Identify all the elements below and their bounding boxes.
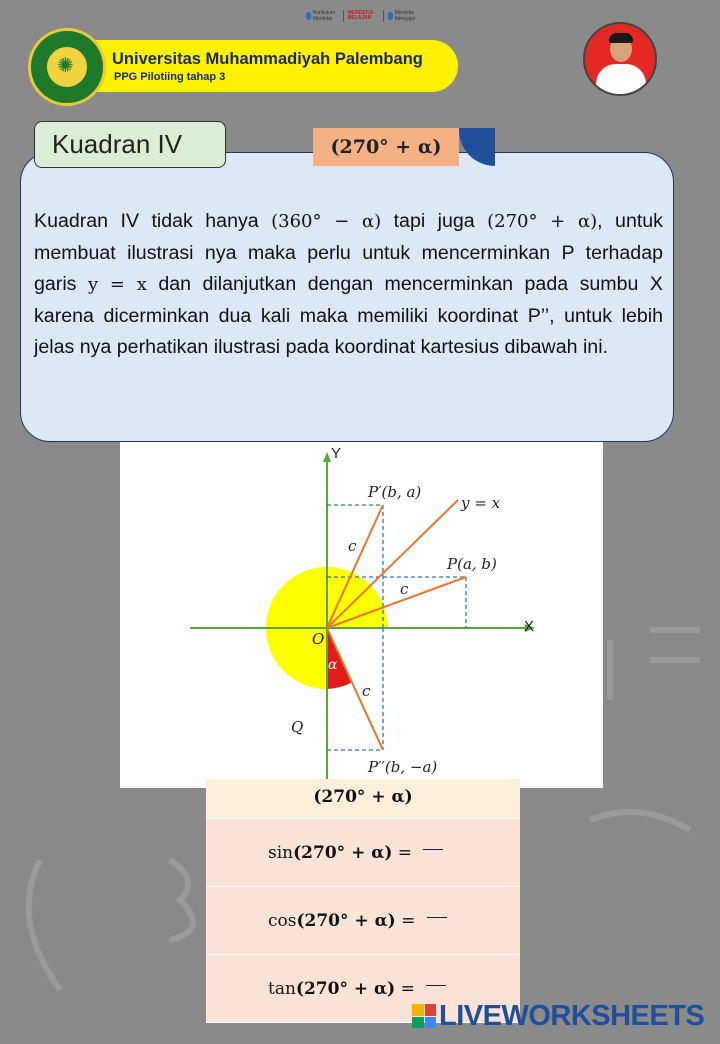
seal-star-icon: ✺ bbox=[57, 55, 74, 77]
math-expression: (270° + α) bbox=[487, 211, 598, 232]
text-part: Kuadran IV tidak hanya bbox=[34, 210, 272, 232]
kurikulum-logo-text: Kurikulum Merdeka bbox=[312, 10, 336, 22]
equals-sign: = bbox=[395, 911, 421, 931]
table-row-cos bbox=[206, 887, 520, 955]
cartesian-diagram bbox=[120, 442, 603, 788]
explanation-text bbox=[34, 206, 663, 364]
merdeka-belajar-logo: MERDEKA BELAJAR bbox=[347, 10, 373, 21]
origin-label: O bbox=[312, 630, 325, 648]
sin-answer-field[interactable] bbox=[423, 849, 443, 850]
function-argument: (270° + α) bbox=[296, 911, 396, 931]
ray-to-p-double-prime bbox=[327, 628, 383, 750]
quadrant-q-label: Q bbox=[291, 718, 304, 736]
cartesian-figure bbox=[120, 442, 603, 788]
kurikulum-merdeka-logo bbox=[306, 10, 339, 22]
point-p-prime-label: P′(b, a) bbox=[368, 483, 422, 501]
function-name: sin bbox=[268, 843, 294, 863]
table-header: (270° + α) bbox=[206, 779, 520, 819]
x-axis-label: X bbox=[524, 618, 535, 635]
answer-table bbox=[206, 779, 520, 1023]
y-axis-label: Y bbox=[331, 445, 342, 462]
text-part: , untuk membuat ilustrasi nya maka perlu untuk mencerminkan P terhadap garis bbox=[34, 210, 663, 295]
math-expression: (360° − α) bbox=[271, 211, 382, 232]
text-part: tapi juga bbox=[381, 210, 488, 232]
avatar-shirt bbox=[596, 64, 646, 96]
side-c-label: c bbox=[362, 682, 371, 700]
author-avatar bbox=[583, 22, 657, 96]
logo-divider bbox=[383, 10, 384, 22]
program-name: PPG Pilotiing tahap 3 bbox=[114, 71, 226, 83]
point-p-label: P(a, b) bbox=[447, 555, 497, 573]
cos-answer-field[interactable] bbox=[427, 917, 447, 918]
function-name: tan bbox=[268, 979, 296, 999]
avatar-hair bbox=[609, 33, 633, 43]
function-argument: (270° + α) bbox=[293, 843, 393, 863]
university-seal-logo bbox=[28, 28, 106, 106]
section-formula: (270° + α) bbox=[313, 128, 459, 166]
point-p-double-prime-label: P′′(b, −a) bbox=[368, 758, 438, 776]
sponsor-logos bbox=[306, 8, 420, 24]
side-c-label: c bbox=[400, 580, 409, 598]
line-y-equals-x bbox=[327, 500, 458, 628]
merdeka-mengajar-logo bbox=[388, 10, 420, 22]
line-y-equals-x-label: y = x bbox=[461, 494, 501, 512]
table-row-sin bbox=[206, 819, 520, 887]
logo-divider bbox=[343, 10, 344, 22]
merdeka-mengajar-icon bbox=[388, 12, 393, 20]
liveworksheets-icon bbox=[412, 1004, 436, 1028]
tan-answer-field[interactable] bbox=[426, 985, 446, 986]
seal-center bbox=[45, 45, 89, 89]
equals-sign: = bbox=[395, 979, 421, 999]
university-name: Universitas Muhammadiyah Palembang bbox=[112, 50, 423, 68]
section-title: Kuadran IV bbox=[34, 121, 226, 168]
liveworksheets-logo bbox=[412, 1000, 704, 1032]
math-expression: y = x bbox=[87, 274, 147, 295]
equals-sign: = bbox=[392, 843, 418, 863]
kurikulum-logo-icon bbox=[306, 12, 311, 20]
liveworksheets-wordmark: LIVEWORKSHEETS bbox=[439, 999, 705, 1032]
side-c-label: c bbox=[348, 537, 357, 555]
text-part: dan dilanjutkan dengan mencerminkan pada sumbu X karena dicerminkan dua kali maka memiliki koordinat P’’, untuk lebih jelas nya perhatikan ilustrasi pada koordinat kartesius dibawah ini. bbox=[34, 273, 663, 358]
function-name: cos bbox=[268, 911, 297, 931]
function-argument: (270° + α) bbox=[295, 979, 396, 999]
merdeka-mengajar-text: Merdeka Mengajar bbox=[394, 10, 416, 22]
angle-alpha-label: α bbox=[328, 657, 338, 673]
y-axis-arrow bbox=[323, 452, 331, 462]
